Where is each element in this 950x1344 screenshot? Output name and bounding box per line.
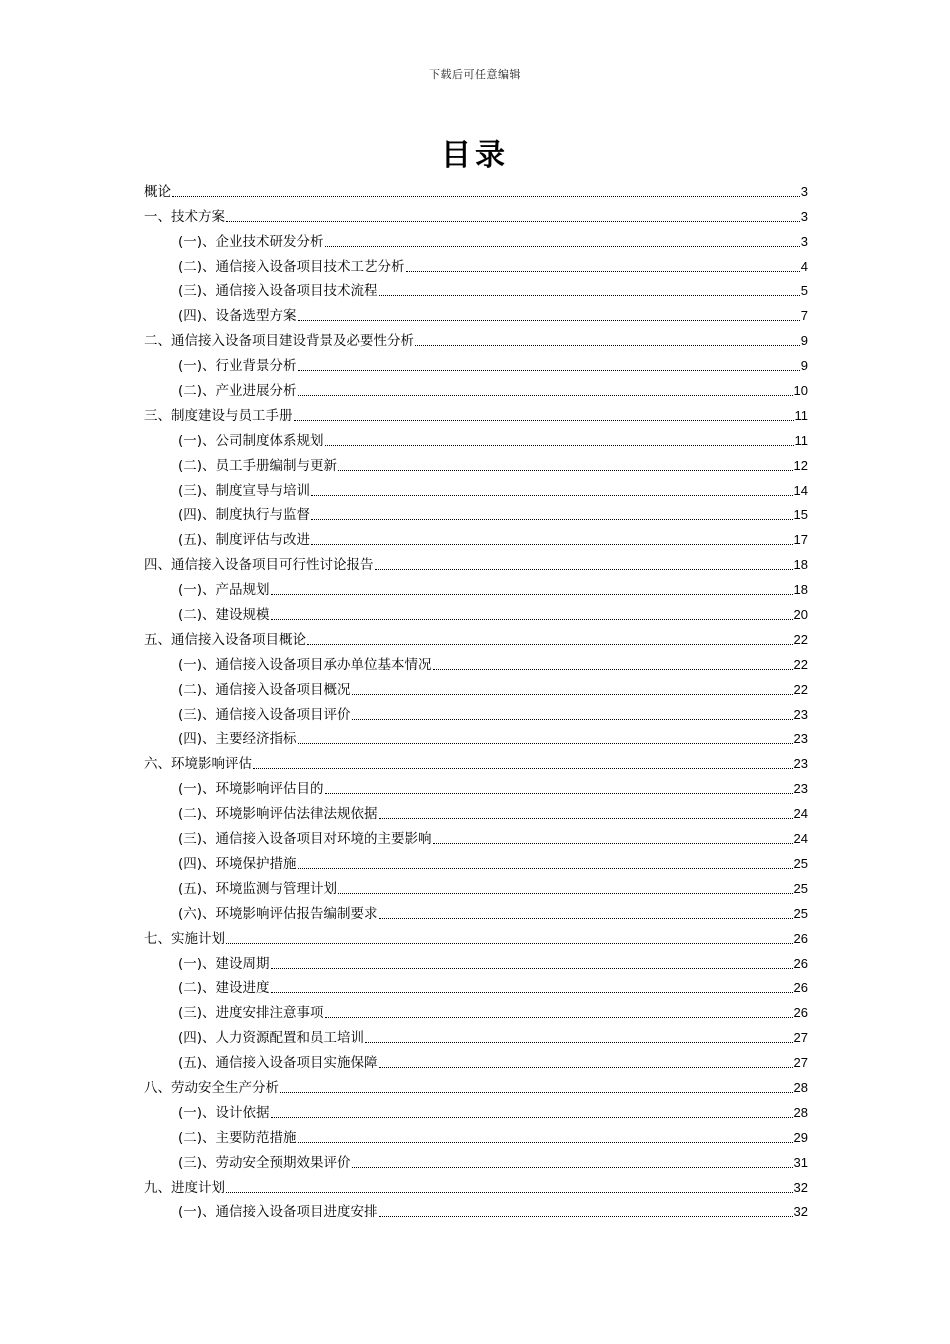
toc-entry[interactable]: [144, 1047, 808, 1072]
toc-entry-text: (五)、通信接入设备项目实施保障: [178, 1055, 378, 1072]
toc-entry-page: 14: [793, 482, 808, 498]
toc-entry[interactable]: [144, 574, 808, 599]
toc-entry-page: 25: [793, 880, 808, 896]
toc-entry-page: 18: [793, 582, 808, 598]
toc-dot-leader: [298, 867, 793, 869]
toc-entry-page: 3: [800, 183, 808, 199]
toc-entry-page: 23: [793, 781, 808, 797]
toc-dot-leader: [352, 693, 793, 695]
toc-dot-leader: [379, 1066, 793, 1068]
toc-entry[interactable]: [144, 599, 808, 624]
toc-entry-text: 九、进度计划: [144, 1179, 225, 1196]
page-title: 目录: [441, 138, 509, 173]
toc-dot-leader: [311, 518, 792, 520]
toc-entry-text: (二)、员工手册编制与更新: [178, 457, 338, 474]
toc-dot-leader: [379, 917, 793, 919]
toc-entry[interactable]: [144, 649, 808, 674]
toc-entry[interactable]: [144, 823, 808, 848]
toc-entry[interactable]: [144, 300, 808, 325]
toc-dot-leader: [294, 419, 794, 421]
toc-entry[interactable]: [144, 450, 808, 475]
toc-entry-text: 三、制度建设与员工手册: [144, 407, 293, 424]
toc-entry-text: (三)、劳动安全预期效果评价: [178, 1154, 351, 1171]
toc-entry-page: 4: [800, 258, 808, 274]
toc-dot-leader: [307, 643, 793, 645]
toc-entry-text: (一)、通信接入设备项目进度安排: [178, 1204, 378, 1221]
toc-entry-page: 25: [793, 855, 808, 871]
toc-list: [144, 176, 808, 1221]
toc-entry-page: 9: [800, 358, 808, 374]
toc-dot-leader: [379, 1215, 793, 1217]
toc-entry[interactable]: [144, 475, 808, 500]
toc-entry[interactable]: [144, 674, 808, 699]
toc-entry[interactable]: [144, 699, 808, 724]
toc-dot-leader: [271, 593, 793, 595]
toc-entry-page: 10: [793, 383, 808, 399]
toc-entry-page: 23: [793, 731, 808, 747]
toc-entry-page: 23: [793, 756, 808, 772]
toc-entry-text: (四)、主要经济指标: [178, 731, 297, 748]
toc-entry-text: (一)、行业背景分析: [178, 358, 297, 375]
toc-dot-leader: [226, 220, 800, 222]
toc-dot-leader: [298, 1141, 793, 1143]
toc-dot-leader: [406, 270, 800, 272]
toc-entry[interactable]: [144, 798, 808, 823]
toc-dot-leader: [379, 817, 793, 819]
toc-entry-page: 17: [793, 532, 808, 548]
toc-entry[interactable]: [144, 1072, 808, 1097]
toc-entry-page: 28: [793, 1079, 808, 1095]
toc-entry[interactable]: [144, 1122, 808, 1147]
toc-dot-leader: [379, 294, 800, 296]
toc-entry-text: (三)、通信接入设备项目对环境的主要影响: [178, 831, 432, 848]
toc-entry-text: (二)、主要防范措施: [178, 1129, 297, 1146]
header-note: 下载后可任意编辑: [429, 68, 521, 81]
toc-entry-page: 32: [793, 1179, 808, 1195]
toc-dot-leader: [298, 394, 793, 396]
toc-entry-text: 四、通信接入设备项目可行性讨论报告: [144, 557, 374, 574]
toc-entry-text: 一、技术方案: [144, 208, 225, 225]
toc-entry-page: 15: [793, 507, 808, 523]
toc-entry-text: (二)、建设进度: [178, 980, 270, 997]
toc-entry-text: (一)、设计依据: [178, 1104, 270, 1121]
toc-entry-text: (一)、产品规划: [178, 582, 270, 599]
toc-dot-leader: [338, 892, 792, 894]
toc-dot-leader: [271, 967, 793, 969]
toc-entry-text: (三)、制度宣导与培训: [178, 482, 311, 499]
toc-entry-text: (二)、建设规模: [178, 607, 270, 624]
toc-entry-text: (二)、产业进展分析: [178, 383, 297, 400]
toc-entry[interactable]: [144, 201, 808, 226]
toc-entry-page: 11: [794, 407, 808, 423]
toc-entry[interactable]: [144, 400, 808, 425]
toc-entry[interactable]: [144, 176, 808, 201]
toc-dot-leader: [298, 369, 800, 371]
toc-entry[interactable]: [144, 748, 808, 773]
toc-dot-leader: [325, 245, 800, 247]
toc-dot-leader: [172, 195, 800, 197]
toc-entry[interactable]: [144, 948, 808, 973]
toc-entry-text: (二)、通信接入设备项目概况: [178, 681, 351, 698]
toc-entry-text: (六)、环境影响评估报告编制要求: [178, 905, 378, 922]
toc-entry-page: 23: [793, 706, 808, 722]
toc-entry-text: (五)、制度评估与改进: [178, 532, 311, 549]
toc-dot-leader: [325, 444, 794, 446]
toc-entry-text: 二、通信接入设备项目建设背景及必要性分析: [144, 333, 414, 350]
toc-entry-text: (一)、建设周期: [178, 955, 270, 972]
toc-entry-page: 28: [793, 1104, 808, 1120]
toc-entry-page: 24: [793, 806, 808, 822]
toc-dot-leader: [271, 991, 793, 993]
toc-entry[interactable]: [144, 1022, 808, 1047]
toc-entry-text: 六、环境影响评估: [144, 756, 252, 773]
toc-entry-page: 18: [793, 557, 808, 573]
toc-entry-page: 22: [793, 681, 808, 697]
toc-dot-leader: [298, 319, 800, 321]
toc-entry[interactable]: [144, 524, 808, 549]
toc-entry-text: 五、通信接入设备项目概论: [144, 631, 306, 648]
toc-dot-leader: [311, 494, 792, 496]
toc-entry-text: (四)、制度执行与监督: [178, 507, 311, 524]
toc-dot-leader: [325, 1016, 793, 1018]
toc-entry-text: (四)、设备选型方案: [178, 308, 297, 325]
toc-dot-leader: [271, 1116, 793, 1118]
toc-entry[interactable]: [144, 1172, 808, 1197]
toc-entry-text: (三)、通信接入设备项目技术流程: [178, 283, 378, 300]
toc-entry-text: 概论: [144, 183, 171, 200]
toc-entry-page: 29: [793, 1129, 808, 1145]
toc-entry-text: 八、劳动安全生产分析: [144, 1079, 279, 1096]
toc-entry-page: 24: [793, 831, 808, 847]
toc-entry-page: 20: [793, 607, 808, 623]
toc-entry[interactable]: [144, 549, 808, 574]
toc-entry-page: 5: [800, 283, 808, 299]
toc-dot-leader: [226, 1191, 793, 1193]
toc-entry[interactable]: [144, 773, 808, 798]
toc-entry-page: 26: [793, 930, 808, 946]
toc-entry[interactable]: [144, 350, 808, 375]
toc-dot-leader: [253, 767, 793, 769]
toc-entry-page: 26: [793, 955, 808, 971]
toc-entry-page: 22: [793, 631, 808, 647]
toc-entry-text: (二)、环境影响评估法律法规依据: [178, 806, 378, 823]
toc-entry-text: 七、实施计划: [144, 930, 225, 947]
toc-entry-text: (四)、环境保护措施: [178, 855, 297, 872]
toc-entry-page: 12: [793, 457, 808, 473]
toc-entry[interactable]: [144, 724, 808, 749]
toc-dot-leader: [338, 469, 792, 471]
toc-entry-text: (三)、进度安排注意事项: [178, 1005, 324, 1022]
toc-entry[interactable]: [144, 873, 808, 898]
toc-entry-text: (一)、环境影响评估目的: [178, 781, 324, 798]
toc-entry-page: 26: [793, 1005, 808, 1021]
toc-dot-leader: [433, 842, 793, 844]
toc-entry[interactable]: [144, 251, 808, 276]
toc-entry-text: (一)、通信接入设备项目承办单位基本情况: [178, 656, 432, 673]
toc-entry-page: 3: [800, 233, 808, 249]
toc-entry[interactable]: [144, 848, 808, 873]
toc-entry-text: (一)、公司制度体系规划: [178, 432, 324, 449]
toc-entry-text: (二)、通信接入设备项目技术工艺分析: [178, 258, 405, 275]
toc-entry-text: (三)、通信接入设备项目评价: [178, 706, 351, 723]
toc-entry[interactable]: [144, 997, 808, 1022]
toc-dot-leader: [325, 792, 793, 794]
toc-dot-leader: [280, 1091, 793, 1093]
toc-dot-leader: [375, 568, 793, 570]
toc-entry-page: 27: [793, 1030, 808, 1046]
toc-entry-page: 3: [800, 208, 808, 224]
toc-entry[interactable]: [144, 276, 808, 301]
toc-entry-page: 11: [794, 432, 808, 448]
toc-entry[interactable]: [144, 425, 808, 450]
toc-dot-leader: [352, 718, 793, 720]
toc-entry[interactable]: [144, 898, 808, 923]
toc-entry[interactable]: [144, 500, 808, 525]
toc-dot-leader: [271, 618, 793, 620]
toc-dot-leader: [311, 543, 792, 545]
toc-entry[interactable]: [144, 973, 808, 998]
toc-entry[interactable]: [144, 624, 808, 649]
toc-entry-page: 9: [800, 333, 808, 349]
toc-entry[interactable]: [144, 923, 808, 948]
toc-entry[interactable]: [144, 1097, 808, 1122]
toc-entry[interactable]: [144, 325, 808, 350]
toc-entry[interactable]: [144, 375, 808, 400]
toc-dot-leader: [298, 742, 793, 744]
toc-entry-page: 26: [793, 980, 808, 996]
toc-entry-page: 7: [800, 308, 808, 324]
toc-entry-page: 32: [793, 1204, 808, 1220]
toc-dot-leader: [433, 668, 793, 670]
toc-entry-page: 31: [793, 1154, 808, 1170]
toc-entry-page: 25: [793, 905, 808, 921]
toc-entry-text: (一)、企业技术研发分析: [178, 233, 324, 250]
toc-entry[interactable]: [144, 1147, 808, 1172]
toc-entry-text: (五)、环境监测与管理计划: [178, 880, 338, 897]
toc-entry[interactable]: [144, 1197, 808, 1222]
toc-entry-text: (四)、人力资源配置和员工培训: [178, 1030, 365, 1047]
toc-dot-leader: [365, 1041, 792, 1043]
toc-entry-page: 22: [793, 656, 808, 672]
toc-dot-leader: [352, 1166, 793, 1168]
toc-entry[interactable]: [144, 226, 808, 251]
toc-dot-leader: [415, 344, 800, 346]
toc-dot-leader: [226, 942, 793, 944]
toc-entry-page: 27: [793, 1055, 808, 1071]
